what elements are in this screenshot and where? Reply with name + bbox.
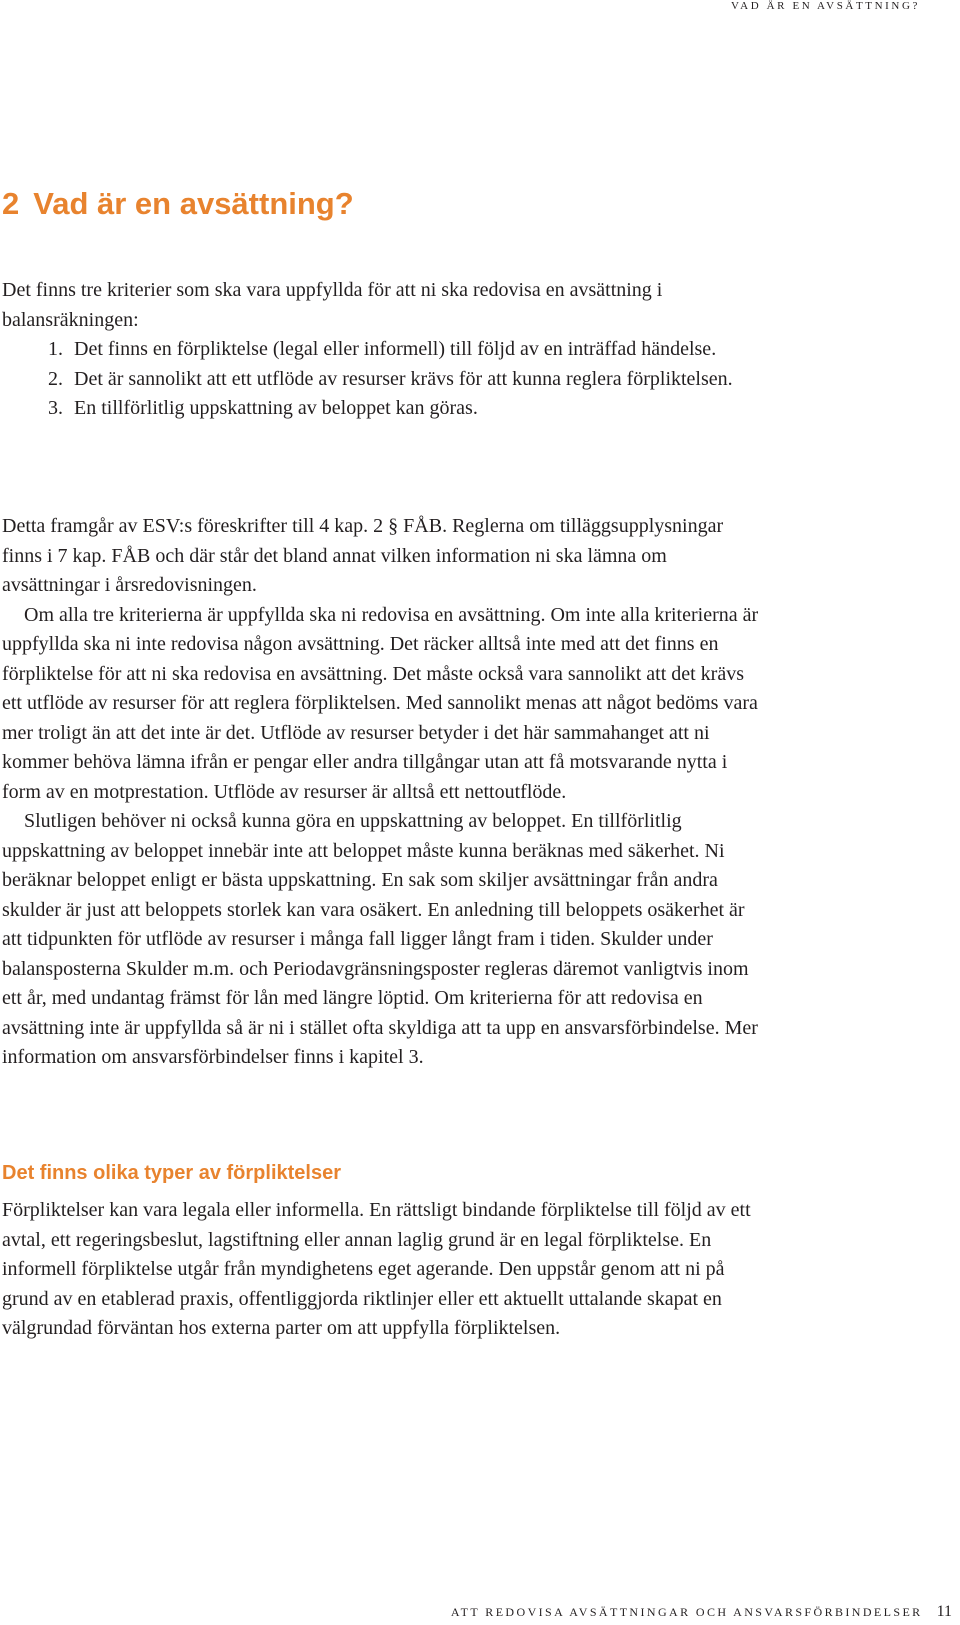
criteria-number: 1. (48, 338, 63, 360)
criteria-text: En tillförlitlig uppskattning av beloppet kan göras. (74, 397, 478, 419)
footer-text: ATT REDOVISA AVSÄTTNINGAR OCH ANSVARSFÖRBINDELSER (450, 1605, 923, 1619)
main-text-block (2, 512, 762, 1073)
criteria-item (48, 394, 762, 424)
section-text-block (2, 1196, 762, 1344)
criteria-text: Det finns en förpliktelse (legal eller informell) till följd av en inträffad händelse. (74, 338, 717, 360)
page-number: 11 (936, 1603, 952, 1620)
criteria-item (48, 335, 762, 365)
criteria-list (2, 335, 762, 424)
intro-block (2, 276, 762, 424)
chapter-title (2, 186, 354, 222)
section-heading: Det finns olika typer av förpliktelser (2, 1162, 341, 1184)
page-footer (451, 1603, 952, 1621)
chapter-title-text: Vad är en avsättning? (33, 186, 354, 221)
paragraph: Slutligen behöver ni också kunna göra en uppskattning av beloppet. En tillförlitlig uppskattning av beloppet innebär inte att beloppet måste kunna beräknas med säkerhet. Ni beräknar beloppet enligt er bästa uppskattning. En sak som skiljer avsättningar från andra skulder är just att beloppets storlek kan vara osäkert. En anledning till beloppets osäkerhet är att tidpunkten för utflöde av resurser i många fall ligger långt fram i tiden. Skulder under balansposterna Skulder m.m. och Periodavgränsningsposter regleras däremot vanligtvis inom ett år, med undantag främst för lån med längre löptid. Om kriterierna för att redovisa en avsättning inte är uppfyllda så är ni i stället ofta skyldiga att ta upp en ansvarsförbindelse. Mer information om ansvarsförbindelser finns i kapitel 3. (2, 810, 758, 1068)
criteria-number: 3. (48, 397, 63, 419)
running-head: VAD ÄR EN AVSÄTTNING? (731, 0, 920, 12)
criteria-text: Det är sannolikt att ett utflöde av resurser krävs för att kunna reglera förpliktelsen. (74, 367, 733, 390)
criteria-item (48, 365, 762, 395)
paragraph: Förpliktelser kan vara legala eller informella. En rättsligt bindande förpliktelse till följd av ett avtal, ett regeringsbeslut, lagstiftning eller annan laglig grund är en legal förpliktelse. En informell förpliktelse utgår från myndighetens eget agerande. Den uppstår genom att ni på grund av en etablerad praxis, offentliggjorda riktlinjer eller ett aktuellt uttalande skapat en välgrundad förväntan hos externa parter om att uppfylla förpliktelsen. (2, 1199, 751, 1339)
paragraph: Om alla tre kriterierna är uppfyllda ska ni redovisa en avsättning. Om inte alla kriterierna är uppfyllda ska ni inte redovisa någon avsättning. Det räcker alltså inte med att det finns en förpliktelse för att ni ska redovisa en avsättning. Det måste också vara sannolikt att det krävs ett utflöde av resurser för att reglera förpliktelsen. Med sannolikt menas att något bedöms vara mer troligt än att det inte är det. Utflöde av resurser betyder i det här sammahanget att ni kommer behöva lämna ifrån er pengar eller andra tillgångar utan att få motsvarande nytta i form av en motprestation. Utflöde av resurser är alltså ett nettoutflöde. (2, 603, 759, 803)
criteria-number: 2. (48, 367, 63, 390)
intro-paragraph: Det finns tre kriterier som ska vara uppfyllda för att ni ska redovisa en avsättning i balansräkningen: (2, 279, 663, 331)
chapter-number: 2 (2, 186, 20, 221)
paragraph: Detta framgår av ESV:s föreskrifter till 4 kap. 2 § FÅB. Reglerna om tilläggsupplysningar finns i 7 kap. FÅB och där står det bland annat vilken information ni ska lämna om avsättningar i årsredovisningen. (2, 515, 724, 596)
